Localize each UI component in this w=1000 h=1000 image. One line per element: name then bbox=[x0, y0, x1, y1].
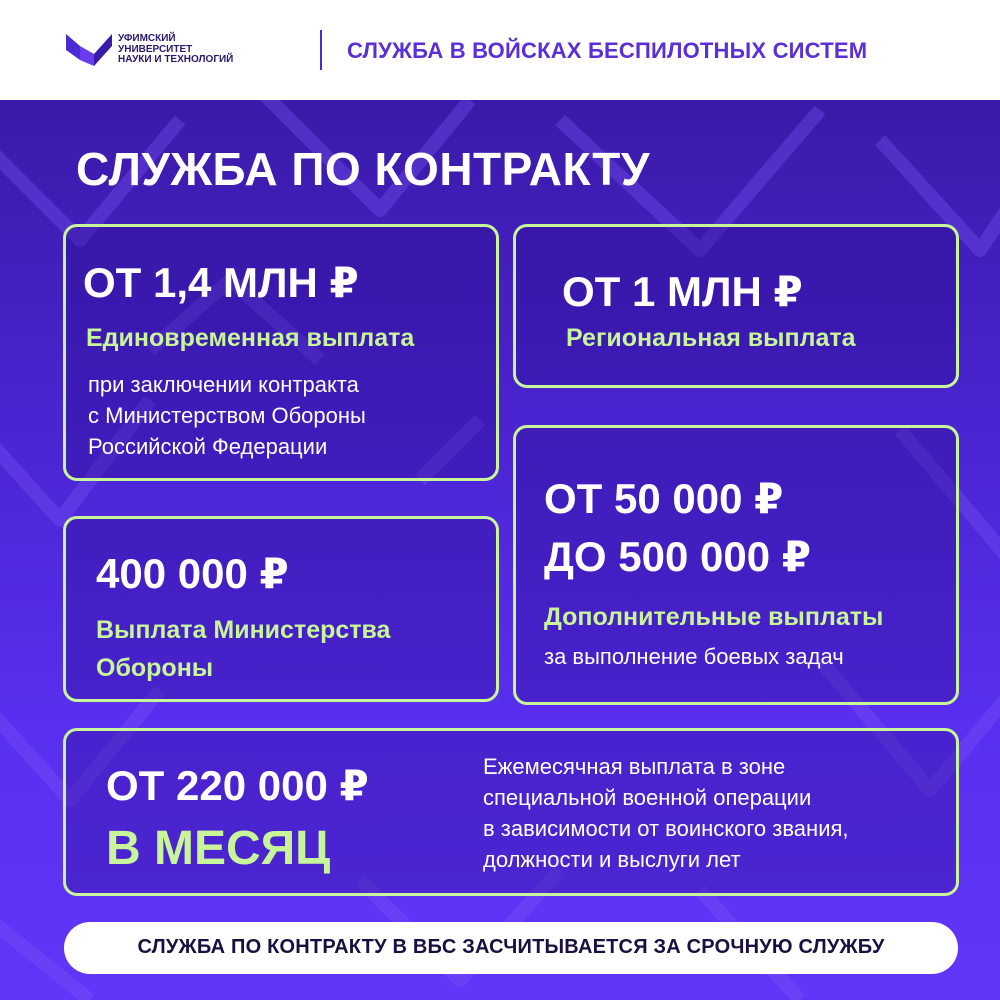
footer-text: СЛУЖБА ПО КОНТРАКТУ В ВБС ЗАСЧИТЫВАЕТСЯ ЗА СРОЧНУЮ СЛУЖБУ bbox=[137, 936, 885, 958]
main-panel bbox=[0, 100, 1000, 1000]
page-title: СЛУЖБА ПО КОНТРАКТУ bbox=[76, 143, 650, 195]
payment-label: Единовременная выплата bbox=[86, 324, 415, 352]
amount: ОТ 1,4 МЛН ₽ bbox=[83, 259, 359, 306]
monthly-highlight: В МЕСЯЦ bbox=[106, 822, 331, 875]
university-name: УФИМСКИЙ УНИВЕРСИТЕТ НАУКИ И ТЕХНОЛОГИЙ bbox=[118, 33, 234, 65]
payment-card-one-time bbox=[63, 224, 499, 481]
header-title: СЛУЖБА В ВОЙСКАХ БЕСПИЛОТНЫХ СИСТЕМ bbox=[347, 38, 868, 63]
payment-description: за выполнение боевых задач bbox=[544, 644, 844, 669]
payment-label: Дополнительные выплаты bbox=[544, 603, 884, 631]
amount: ОТ 220 000 ₽ bbox=[106, 762, 369, 809]
footer-banner bbox=[64, 922, 958, 974]
payment-label: Выплата Министерства Обороны bbox=[96, 616, 391, 682]
payment-description: при заключении контракта с Министерством Обороны Российской Федерации bbox=[88, 372, 366, 459]
header-divider bbox=[320, 30, 322, 70]
header bbox=[0, 0, 1000, 100]
amount: 400 000 ₽ bbox=[96, 550, 289, 597]
payment-label: Региональная выплата bbox=[566, 324, 856, 352]
payment-description: Ежемесячная выплата в зоне специальной военной операции в зависимости от воинского звания, должности и выслуги лет bbox=[483, 754, 849, 872]
payment-card-ministry bbox=[63, 516, 499, 702]
payment-card-regional bbox=[513, 224, 959, 388]
university-logo-icon bbox=[66, 30, 112, 66]
amount: ОТ 50 000 ₽ ДО 500 000 ₽ bbox=[544, 475, 811, 580]
payment-card-monthly bbox=[63, 728, 959, 896]
payment-card-additional bbox=[513, 425, 959, 705]
amount: ОТ 1 МЛН ₽ bbox=[562, 268, 803, 315]
